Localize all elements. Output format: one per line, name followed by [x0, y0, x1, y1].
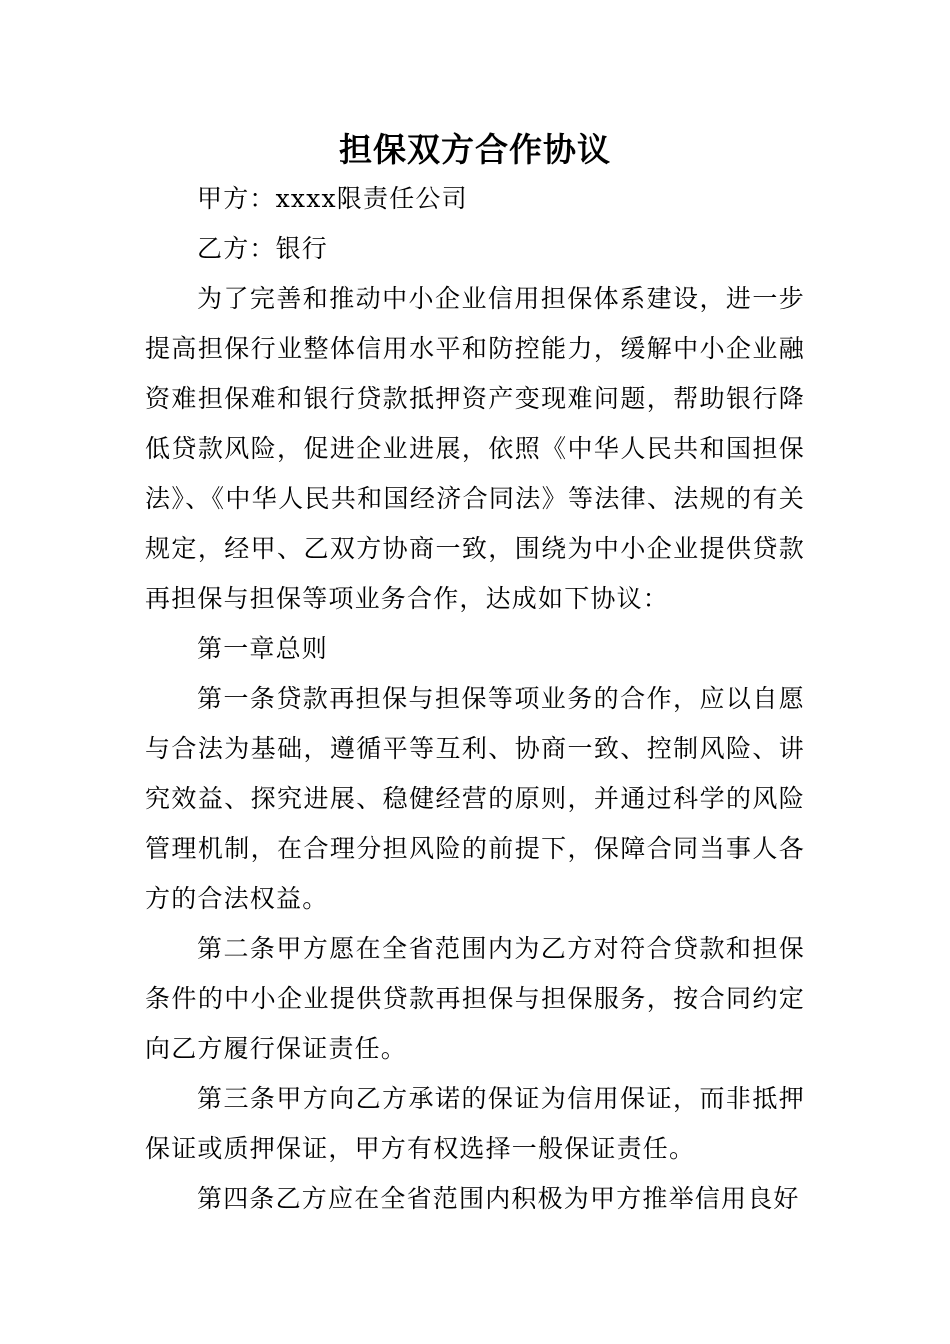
preamble-paragraph: 为了完善和推动中小企业信用担保体系建设，进一步提高担保行业整体信用水平和防控能力，缓解中小企业融资难担保难和银行贷款抵押资产变现难问题，帮助银行降低贷款风险，促进企业进展，依照《中华人民共和国担保法》、《中华人民共和国经济合同法》等法律、法规的有关规定，经甲、乙双方协商一致，围绕为中小企业提供贷款再担保与担保等项业务合作，达成如下协议：: [145, 284, 805, 613]
article-1-paragraph: 第一条贷款再担保与担保等项业务的合作，应以自愿与合法为基础，遵循平等互利、协商一致、控制风险、讲究效益、探究进展、稳健经营的原则，并通过科学的风险管理机制，在合理分担风险的前提下，保障合同当事人各方的合法权益。: [145, 684, 805, 913]
article-2-paragraph: 第二条甲方愿在全省范围内为乙方对符合贷款和担保条件的中小企业提供贷款再担保与担保服务，按合同约定向乙方履行保证责任。: [145, 934, 805, 1063]
article-4-paragraph: 第四条乙方应在全省范围内积极为甲方推举信用良好: [197, 1184, 800, 1213]
document-body: [145, 126, 805, 1224]
chapter-heading: 第一章总则: [197, 634, 329, 663]
party-b-line: 乙方：银行: [197, 234, 329, 263]
article-3-paragraph: 第三条甲方向乙方承诺的保证为信用保证，而非抵押保证或质押保证，甲方有权选择一般保证责任。: [145, 1084, 805, 1163]
document-title: 担保双方合作协议: [339, 130, 611, 169]
party-a-line: 甲方：xxxx限责任公司: [197, 184, 468, 213]
